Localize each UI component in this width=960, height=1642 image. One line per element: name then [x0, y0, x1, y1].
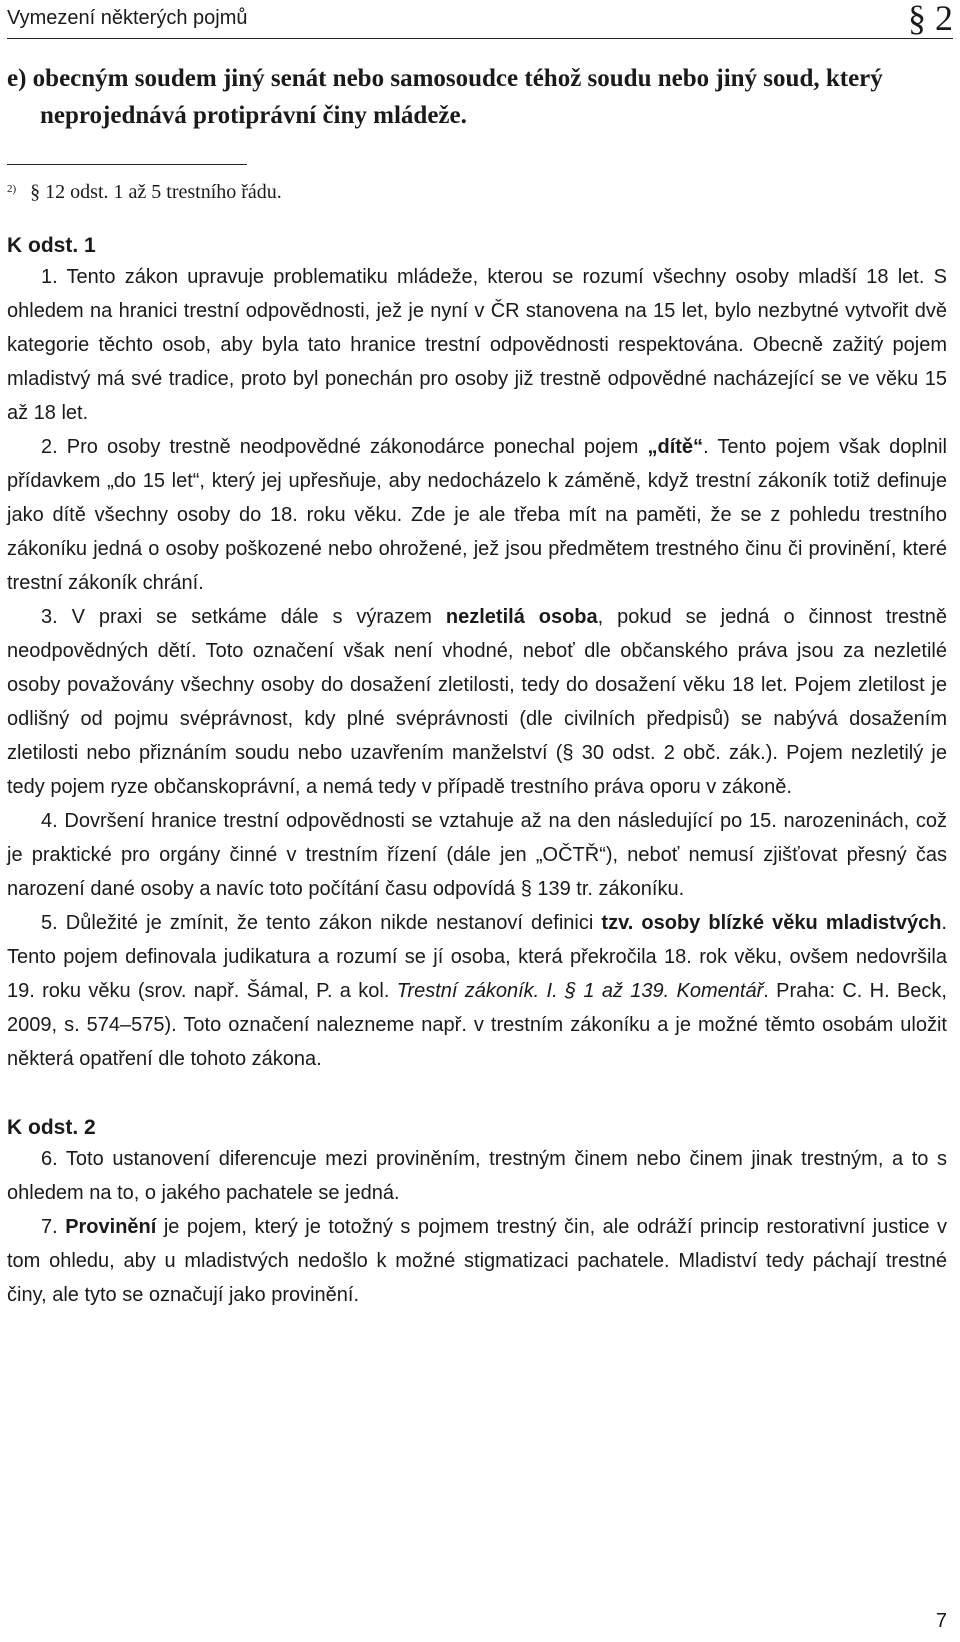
emphasis-bold: nezletilá osoba	[445, 606, 598, 628]
paragraph	[7, 260, 947, 430]
paragraph-text: 5. Důležité je zmínit, že tento zákon nikde nestanoví definici	[41, 912, 602, 934]
paragraph-text: . Praha: C. H. Beck, 2009, s. 574–575). Toto označení nalezneme např. v trestním zákoníku a je možné těmto osobám uložit některá opatření dle tohoto zákona.	[7, 980, 947, 1070]
running-header-title: Vymezení některých pojmů	[7, 7, 248, 29]
section-heading-odst-1: K odst. 1	[7, 234, 96, 257]
page-number: 7	[935, 1610, 947, 1632]
paragraph-text: 6. Toto ustanovení diferencuje mezi proviněním, trestným činem nebo činem jinak trestným, a to s ohledem na to, o jakého pachatele se jedná.	[7, 1148, 947, 1204]
paragraph-text: 1. Tento zákon upravuje problematiku mládeže, kterou se rozumí všechny osoby mladší 18 let. S ohledem na hranici trestní odpovědnosti, jež je nyní v ČR stanovena na 15 let, bylo nezbytné vytvořit dvě kategorie těchto osob, aby byla tato hranice trestní odpovědnosti respektována. Obecně zažitý pojem mladistvý má své tradice, proto byl ponechán pro osoby již trestně odpovědné nacházející se ve věku 15 až 18 let.	[7, 266, 947, 424]
paragraph-text: 7.	[41, 1216, 66, 1238]
footnote-marker: 2)	[7, 183, 17, 195]
paragraph-text: 3. V praxi se setkáme dále s výrazem	[41, 606, 446, 628]
emphasis-bold: Provinění	[65, 1216, 157, 1238]
paragraph-text: 4. Dovršení hranice trestní odpovědnosti se vztahuje až na den následující po 15. narozeninách, což je praktické pro orgány činné v trestním řízení (dále jen „OČTŘ“), neboť nemusí zjišťovat přesný čas narození dané osoby a navíc toto počítání času odpovídá § 139 tr. zákoníku.	[7, 810, 947, 900]
emphasis-bold: „dítě“	[647, 436, 704, 458]
paragraph	[7, 600, 947, 804]
section-odst-1-body	[7, 260, 947, 1076]
paragraph-text: . Tento pojem definovala judikatura a rozumí se jí osoba, která překročila 18. rok věku, ovšem nedovršila 19. roku věku (srov. např. Šámal, P. a kol.	[7, 912, 947, 1002]
footnote	[7, 175, 947, 206]
citation-italic: Trestní zákoník. I. § 1 až 139. Komentář	[396, 980, 764, 1002]
section-odst-2-body	[7, 1142, 947, 1312]
paragraph-text: je pojem, který je totožný s pojmem trestný čin, ale odráží princip restorativní justice v tom ohledu, aby u mladistvých nedošlo k možné stigmatizaci pachatele. Mladiství tedy páchají trestné činy, ale tyto se označují jako provinění.	[7, 1216, 947, 1306]
paragraph	[7, 430, 947, 600]
paragraph	[7, 1142, 947, 1210]
paragraph-text: 2. Pro osoby trestně neodpovědné zákonodárce ponechal pojem	[41, 436, 648, 458]
page-body	[7, 60, 947, 1312]
emphasis-bold: tzv. osoby blízké věku mladistvých	[601, 912, 942, 934]
footnote-separator	[7, 164, 247, 165]
running-header	[7, 0, 953, 39]
paragraph-text: , pokud se jedná o činnost trestně neodpovědných dětí. Toto označení však není vhodné, neboť dle občanského práva jsou za nezletilé osoby považovány všechny osoby do dosažení zletilosti, tedy do dosažení věku 18 let. Pojem zletilost je odlišný od pojmu svéprávnost, kdy plné svéprávnosti (dle civilních předpisů) se nabývá dosažením zletilosti nebo přiznáním soudu nebo uzavřením manželství (§ 30 odst. 2 obč. zák.). Pojem nezletilý je tedy pojem ryze občanskoprávní, a nemá tedy v případě trestního práva oporu v zákoně.	[7, 606, 947, 798]
paragraph	[7, 804, 947, 906]
footnote-text: § 12 odst. 1 až 5 trestního řádu.	[30, 181, 282, 203]
section-number: § 2	[908, 0, 953, 38]
list-item-e: e) obecným soudem jiný senát nebo samosoudce téhož soudu nebo jiný soud, který neprojednává protiprávní činy mládeže.	[7, 65, 883, 129]
paragraph-text: . Tento pojem však doplnil přídavkem „do 15 let“, který jej upřesňuje, aby nedocházelo k záměně, když trestní zákoník totiž definuje jako dítě všechny osoby do 18. roku věku. Zde je ale třeba mít na paměti, že se z pohledu trestního zákoníku jedná o osoby poškozené nebo ohrožené, jež jsou předmětem trestného činu či provinění, které trestní zákoník chrání.	[7, 436, 947, 594]
section-heading-odst-2: K odst. 2	[7, 1116, 96, 1139]
paragraph	[7, 906, 947, 1076]
paragraph	[7, 1210, 947, 1312]
